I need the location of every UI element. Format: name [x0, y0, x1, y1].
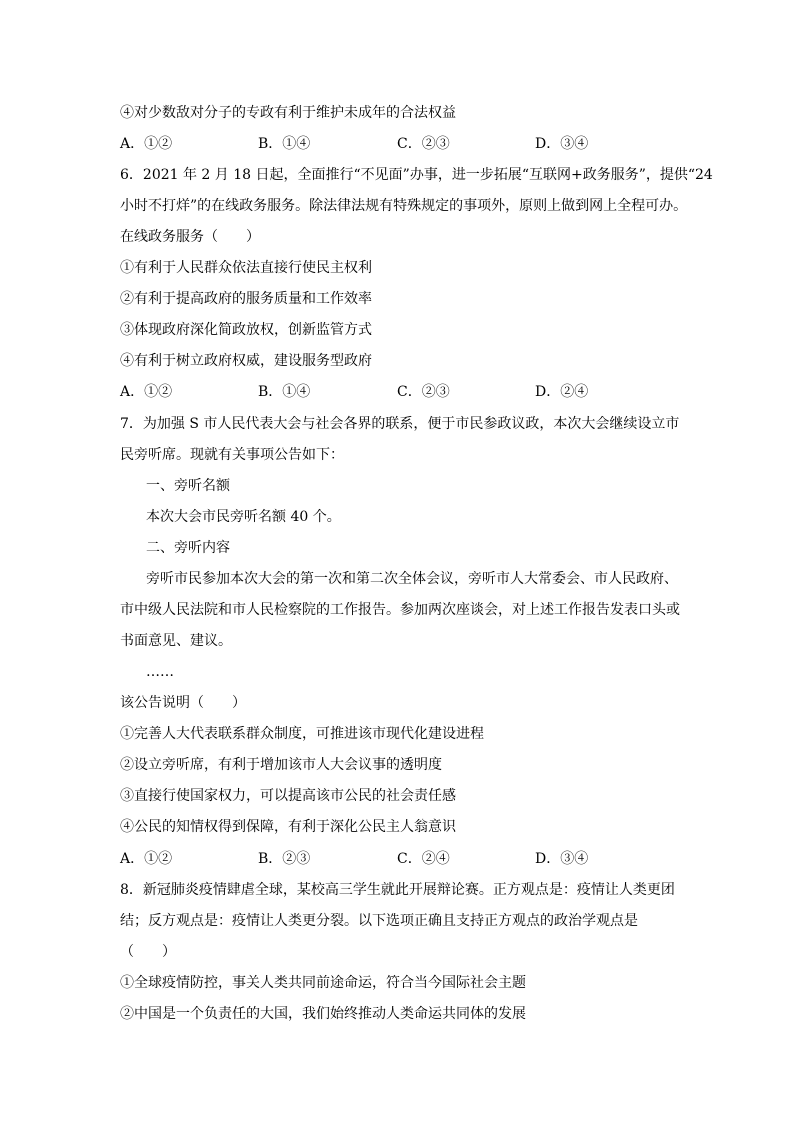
q6-statement-3: ③体现政府深化简政放权，创新监管方式 [120, 322, 372, 338]
q7-option-b: B．②③ [258, 851, 311, 867]
q7-option-a: A．①② [120, 851, 173, 867]
q6-statement-1: ①有利于人民群众依法直接行使民主权利 [120, 260, 372, 276]
q6-statement-2: ②有利于提高政府的服务质量和工作效率 [120, 291, 372, 307]
q7-statement-3: ③直接行使国家权力，可以提高该市公民的社会责任感 [120, 788, 456, 804]
q7-statement-2: ②设立旁听席，有利于增加该市人大会议事的透明度 [120, 757, 442, 773]
q6-stem-line-1: 6．2021 年 2 月 18 日起，全面推行“不见面”办事，进一步拓展“互联网+政务服务”，提供“24 [120, 167, 713, 183]
q6-options [120, 382, 680, 402]
q7-heading-2: 二、旁听内容 [146, 540, 230, 556]
q5-option-c: C．②③ [397, 136, 450, 152]
q7-statement-4: ④公民的知情权得到保障，有利于深化公民主人翁意识 [120, 819, 456, 835]
q7-options [120, 849, 680, 869]
q5-option-d: D．③④ [535, 136, 589, 152]
q7-paragraph-2-line-3: 书面意见、建议。 [120, 633, 232, 649]
q6-stem-line-2: 小时不打烊”的在线政务服务。除法律法规有特殊规定的事项外，原则上做到网上全程可办。 [120, 198, 688, 214]
q5-statement-4: ④对少数敌对分子的专政有利于维护未成年的合法权益 [120, 105, 456, 121]
q8-statement-2: ②中国是一个负责任的大国，我们始终推动人类命运共同体的发展 [120, 1006, 526, 1022]
q7-option-d: D．③④ [535, 851, 589, 867]
q7-option-c: C．②④ [397, 851, 450, 867]
q6-option-a: A．①② [120, 384, 173, 400]
q7-statement-1: ①完善人大代表联系群众制度，可推进该市现代化建设进程 [120, 726, 484, 742]
q8-statement-1: ①全球疫情防控，事关人类共同前途命运，符合当今国际社会主题 [120, 975, 526, 991]
q7-question: 该公告说明（ ） [120, 695, 246, 711]
q7-ellipsis: …… [146, 664, 174, 680]
q7-paragraph-2-line-2: 市中级人民法院和市人民检察院的工作报告。参加两次座谈会，对上述工作报告发表口头或 [120, 602, 680, 618]
q6-option-c: C．②③ [397, 384, 450, 400]
q7-stem-line-2: 民旁听席。现就有关事项公告如下： [120, 447, 344, 463]
q8-stem-line-2: 结；反方观点是：疫情让人类更分裂。以下选项正确且支持正方观点的政治学观点是 [120, 913, 638, 929]
q8-stem-line-3: （ ） [120, 944, 176, 960]
q7-paragraph-2-line-1: 旁听市民参加本次大会的第一次和第二次全体会议，旁听市人大常委会、市人民政府、 [146, 571, 678, 587]
q7-paragraph-1: 本次大会市民旁听名额 40 个。 [146, 509, 341, 525]
q7-heading-1: 一、旁听名额 [146, 478, 230, 494]
q5-option-a: A．①② [120, 136, 173, 152]
q5-option-b: B．①④ [258, 136, 311, 152]
q6-option-d: D．②④ [535, 384, 589, 400]
q6-option-b: B．①④ [258, 384, 311, 400]
q6-stem-line-3: 在线政务服务（ ） [120, 229, 260, 245]
q5-options [120, 134, 680, 154]
q6-statement-4: ④有利于树立政府权威，建设服务型政府 [120, 353, 372, 369]
q7-stem-line-1: 7．为加强 S 市人民代表大会与社会各界的联系，便于市民参政议政，本次大会继续设立市 [120, 416, 680, 432]
q8-stem-line-1: 8．新冠肺炎疫情肆虐全球，某校高三学生就此开展辩论赛。正方观点是：疫情让人类更团 [120, 882, 675, 898]
